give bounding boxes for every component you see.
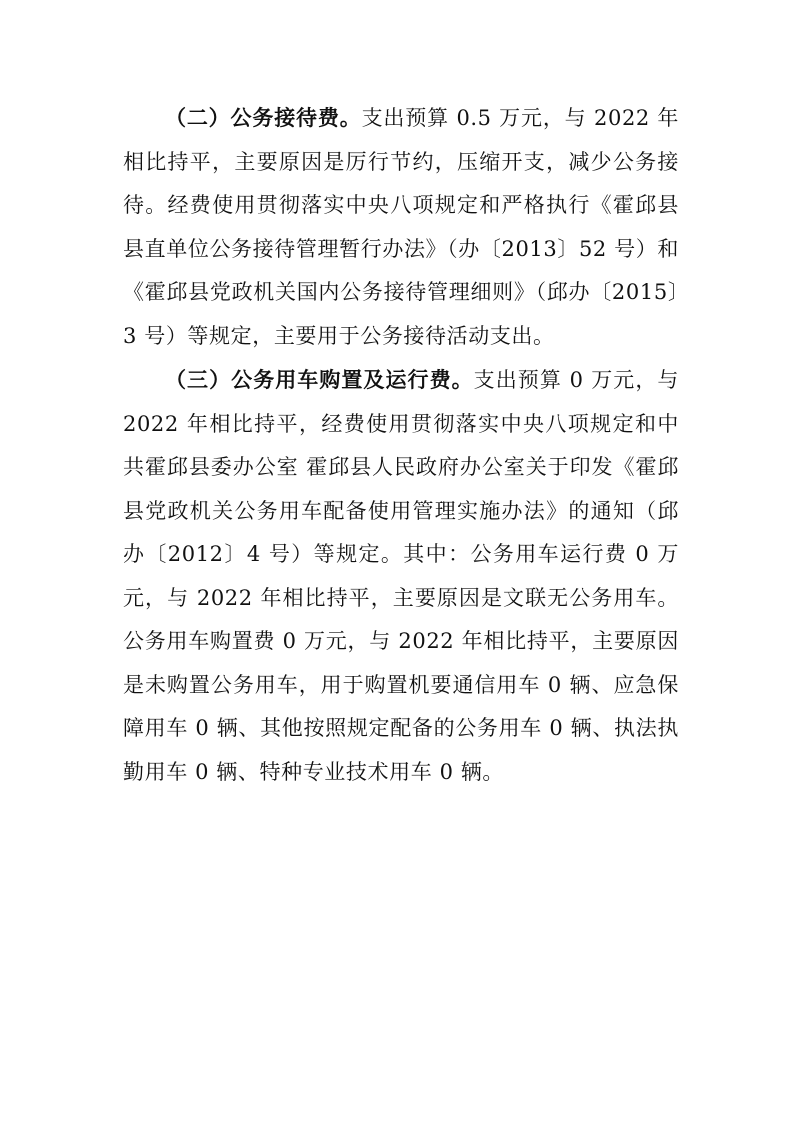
section-heading: （三）公务用车购置及运行费。 bbox=[165, 367, 474, 392]
section-text: 支出预算 0.5 万元，与 2022 年相比持平，主要原因是厉行节约，压缩开支，减少公务接待。经费使用贯彻落实中央八项规定和严格执行《霍邱县县直单位公务接待管理暂行办法》（办〔2013〕52 号）和《霍邱县党政机关国内公务接待管理细则》（邱办〔2015〕3 号）等规定，主要用于公务接待活动支出。 bbox=[123, 106, 679, 348]
section-heading: （二）公务接待费。 bbox=[165, 105, 362, 130]
section-text: 支出预算 0 万元，与 2022 年相比持平，经费使用贯彻落实中央八项规定和中共霍邱县委办公室 霍邱县人民政府办公室关于印发《霍邱县党政机关公务用车配备使用管理实施办法》的通知（邱办〔2012〕4 号）等规定。其中：公务用车运行费 0 万元，与 2022 年相比持平，主要原因是文联无公务用车。公务用车购置费 0 万元，与 2022 年相比持平，主要原因是未购置公务用车，用于购置机要通信用车 0 辆、应急保障用车 0 辆、其他按照规定配备的公务用车 0 辆、执法执勤用车 0 辆、特种专业技术用车 0 辆。 bbox=[123, 368, 680, 784]
document-body bbox=[123, 96, 679, 794]
section-vehicle-expense bbox=[123, 358, 679, 794]
section-reception-expense bbox=[123, 96, 679, 358]
